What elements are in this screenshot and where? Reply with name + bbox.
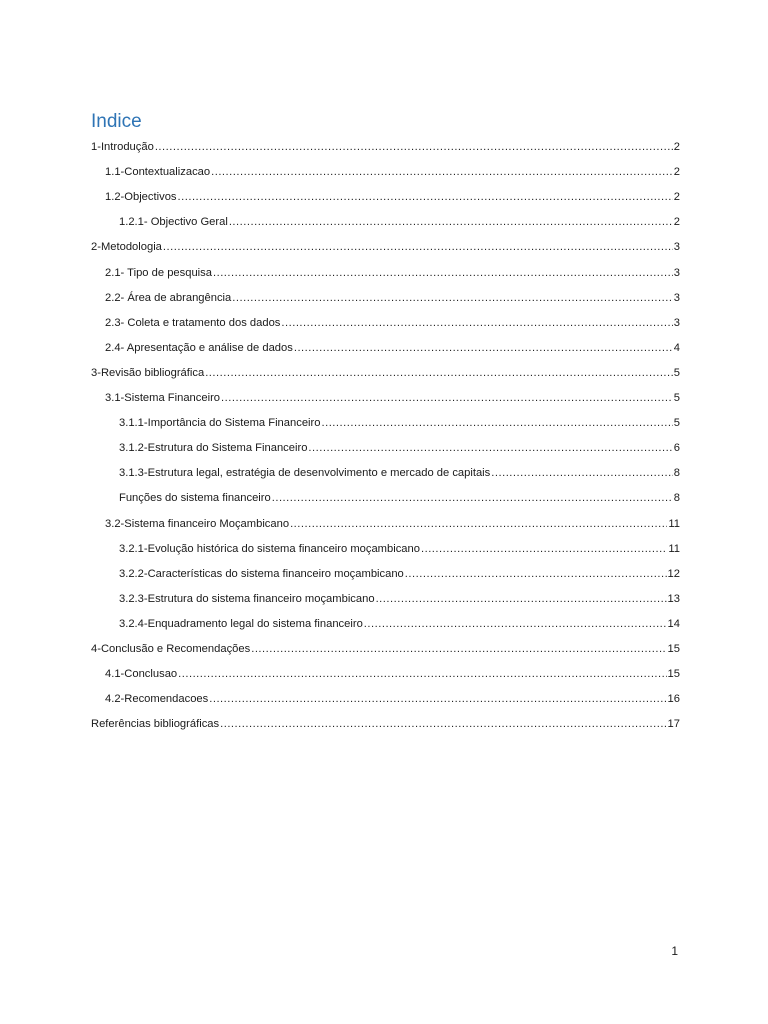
toc-dot-leader	[405, 567, 667, 581]
toc-entry-page-number: 3	[673, 241, 680, 254]
toc-entry-page-number: 2	[673, 141, 680, 153]
toc-entry-title: 1.2.1- Objectivo Geral	[119, 216, 228, 229]
toc-heading: Indice	[91, 111, 142, 132]
toc-dot-leader	[308, 441, 672, 455]
toc-dot-leader	[491, 466, 673, 480]
toc-dot-leader	[251, 642, 666, 656]
toc-entry[interactable]	[119, 209, 680, 229]
toc-entry-title: 3.2.3-Estrutura do sistema financeiro moçambicano	[119, 592, 375, 605]
toc-entry[interactable]	[105, 335, 680, 355]
toc-dot-leader	[232, 291, 673, 305]
toc-dot-leader	[178, 667, 666, 681]
toc-entry-page-number: 6	[673, 442, 680, 455]
toc-entry-page-number: 8	[673, 492, 680, 505]
toc-entry-page-number: 5	[673, 366, 680, 379]
toc-entry-title: 2.4- Apresentação e análise de dados	[105, 341, 293, 354]
toc-entry[interactable]	[119, 586, 680, 606]
toc-dot-leader	[321, 416, 672, 430]
toc-dot-leader	[272, 491, 673, 505]
toc-entry[interactable]	[105, 385, 680, 405]
toc-entry-page-number: 13	[667, 592, 680, 605]
toc-entry-title: 3.2.4-Enquadramento legal do sistema financeiro	[119, 617, 363, 630]
toc-dot-leader	[281, 316, 672, 330]
toc-entry-title: 2.3- Coleta e tratamento dos dados	[105, 316, 281, 329]
toc-entry[interactable]	[119, 561, 680, 581]
toc-entry-page-number: 8	[673, 467, 680, 480]
toc-entry[interactable]	[91, 360, 680, 380]
toc-dot-leader	[229, 215, 673, 229]
toc-entry-page-number: 4	[673, 341, 680, 354]
toc-dot-leader	[294, 341, 673, 355]
toc-entry-title: 3.1.1-Importância do Sistema Financeiro	[119, 417, 321, 430]
toc-dot-leader	[221, 391, 673, 405]
toc-entry[interactable]	[105, 285, 680, 305]
toc-entry[interactable]	[105, 184, 680, 204]
toc-entry-title: 3.2.1-Evolução histórica do sistema financeiro moçambicano	[119, 542, 420, 555]
toc-entry-page-number: 15	[667, 643, 680, 655]
toc-entry-page-number: 15	[667, 668, 680, 681]
toc-entry-title: 3.1.2-Estrutura do Sistema Financeiro	[119, 442, 308, 455]
toc-entry-title: Funções do sistema financeiro	[119, 492, 271, 505]
toc-entry[interactable]	[105, 260, 680, 280]
toc-entry-title: 4-Conclusão e Recomendações	[91, 643, 251, 655]
toc-entry[interactable]	[105, 686, 680, 706]
toc-dot-leader	[376, 592, 667, 606]
toc-entry[interactable]	[105, 511, 680, 531]
toc-entry-title: 4.1-Conclusao	[105, 668, 178, 681]
toc-entry-title: 2.2- Área de abrangência	[105, 291, 232, 304]
toc-entry[interactable]	[119, 435, 680, 455]
toc-dot-leader	[290, 517, 667, 531]
toc-entry[interactable]	[119, 536, 680, 556]
toc-entry-title: Referências bibliográficas	[91, 718, 220, 731]
toc-entry-title: 1.2-Objectivos	[105, 191, 177, 204]
toc-dot-leader	[205, 366, 673, 380]
toc-entry-page-number: 16	[667, 693, 680, 706]
toc-entry-title: 3.2.2-Características do sistema financeiro moçambicano	[119, 567, 404, 580]
toc-entry[interactable]	[119, 410, 680, 430]
toc-dot-leader	[209, 692, 666, 706]
toc-entry[interactable]	[105, 661, 680, 681]
toc-entry[interactable]	[119, 485, 680, 505]
toc-entry-page-number: 2	[673, 216, 680, 229]
toc-dot-leader	[163, 240, 673, 254]
toc-dot-leader	[364, 617, 667, 631]
toc-entry-page-number: 11	[668, 542, 680, 555]
toc-entry-page-number: 2	[673, 191, 680, 204]
toc-entry[interactable]	[119, 611, 680, 631]
toc-dot-leader	[155, 140, 673, 154]
footer-page-number: 1	[671, 944, 678, 958]
toc-entry-title: 4.2-Recomendacoes	[105, 693, 209, 706]
toc-entry-page-number: 3	[673, 316, 680, 329]
toc-entry-title: 3-Revisão bibliográfica	[91, 366, 205, 379]
toc-entry-page-number: 5	[673, 392, 680, 404]
toc-entry-title: 3.1.3-Estrutura legal, estratégia de desenvolvimento e mercado de capitais	[119, 467, 491, 480]
toc-entry-page-number: 3	[673, 291, 680, 304]
toc-entry[interactable]	[91, 636, 680, 656]
toc-entry-title: 3.1-Sistema Financeiro	[105, 392, 221, 404]
toc-entry-page-number: 17	[667, 718, 680, 731]
toc-entry[interactable]	[91, 234, 680, 254]
toc-entry-page-number: 3	[673, 266, 680, 279]
toc-entry-page-number: 12	[667, 567, 680, 580]
toc-entry[interactable]	[105, 159, 680, 179]
toc-entry-title: 2.1- Tipo de pesquisa	[105, 266, 212, 279]
toc-dot-leader	[220, 717, 666, 731]
toc-entry-title: 2-Metodologia	[91, 241, 162, 254]
toc-dot-leader	[178, 190, 673, 204]
toc-entry-page-number: 14	[667, 617, 680, 630]
toc-dot-leader	[213, 266, 673, 280]
toc-entry-title: 1-Introdução	[91, 141, 154, 153]
toc-entry-page-number: 11	[668, 517, 680, 530]
toc-dot-leader	[421, 542, 667, 556]
toc-entry-page-number: 5	[673, 417, 680, 430]
toc-entry[interactable]	[105, 310, 680, 330]
toc-entry[interactable]	[119, 460, 680, 480]
toc-entry[interactable]	[91, 711, 680, 731]
toc-entry-title: 3.2-Sistema financeiro Moçambicano	[105, 517, 290, 530]
toc-dot-leader	[211, 165, 673, 179]
toc-entry[interactable]	[91, 134, 680, 154]
toc-entry-page-number: 2	[673, 166, 680, 179]
toc-entry-title: 1.1-Contextualizacao	[105, 166, 211, 179]
